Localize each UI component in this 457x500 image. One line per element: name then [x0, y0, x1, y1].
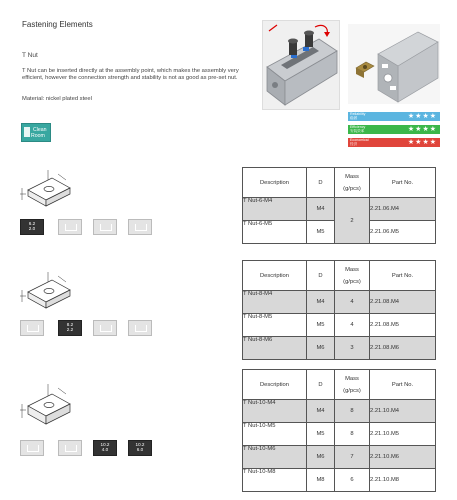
profile-icon: [58, 440, 82, 456]
profile-size-label: 10.2: [135, 442, 145, 447]
table-header-row: [243, 168, 436, 198]
material-note: Material: nickel plated steel: [22, 96, 92, 102]
profile-end-illustration: [348, 24, 440, 104]
spec-table-t-nut-10: [242, 369, 436, 492]
table-header-row: [243, 370, 436, 400]
profile-10-2-a: [93, 440, 117, 456]
table-row: T Nut-10-M6 M6 7 2.21.10.M6: [243, 446, 436, 469]
profile-icon: [20, 320, 44, 336]
rating-label-cn: 稳固: [350, 116, 358, 121]
rating-label-en: Economical: [350, 138, 369, 142]
col-header-d: D: [307, 370, 335, 400]
profile-icon: [128, 320, 152, 336]
col-header-part-no: Part No.: [370, 261, 436, 291]
profile-icon: [20, 440, 44, 456]
table-row: T Nut-8-M6 M6 3 2.21.08.M6: [243, 337, 436, 360]
rating-stars: ★★★★: [407, 113, 437, 120]
col-header-description: Description: [243, 168, 307, 198]
col-header-part-no: Part No.: [370, 370, 436, 400]
t-nut-8-drawing: [18, 268, 80, 314]
profile-size-label: 6.2: [28, 221, 36, 226]
col-header-part-no: Part No.: [370, 168, 436, 198]
spec-table-t-nut-6: [242, 167, 436, 244]
profile-10-2-b: [128, 440, 152, 456]
t-nut-6-drawing: [18, 166, 80, 212]
t-nut-10-drawing: [18, 380, 80, 430]
rating-label-en: Reliability: [350, 112, 366, 116]
col-header-mass: Mass (g/pcs): [335, 261, 370, 291]
profile-size-label: 10.2: [100, 442, 110, 447]
clean-room-line1: Clean: [33, 127, 47, 133]
rating-label-en: Efficiency: [350, 125, 366, 129]
assembly-photo: [262, 20, 340, 110]
table-row: T Nut-8-M5 M5 4 2.21.08.M5: [243, 314, 436, 337]
profile-icon: [58, 219, 82, 235]
profile-icon: [93, 219, 117, 235]
clean-room-icon: [24, 127, 30, 137]
clean-room-line2: Room: [31, 133, 45, 139]
profile-size-label: 4.0: [101, 447, 109, 452]
profile-size-label: 2.0: [28, 226, 36, 231]
rating-label-cn: 安装效率: [350, 129, 365, 134]
profile-size-label: 8.2: [66, 322, 74, 327]
profile-8-2: [58, 320, 82, 336]
rating-label-cn: 经济: [350, 142, 358, 147]
rating-stars: ★★★★: [407, 126, 437, 133]
col-header-description: Description: [243, 261, 307, 291]
table-header-row: [243, 261, 436, 291]
profile-6-2: [20, 219, 44, 235]
table-row: T Nut-10-M5 M5 8 2.21.10.M5: [243, 423, 436, 446]
profile-photo: [348, 24, 440, 104]
profile-icon: [93, 320, 117, 336]
spec-table-t-nut-8: [242, 260, 436, 360]
table-row: T Nut-6-M4 M4 2 2.21.06.M4: [243, 198, 436, 221]
table-row: T Nut-10-M8 M8 6 2.21.10.M8: [243, 469, 436, 492]
col-header-d: D: [307, 261, 335, 291]
product-description: T Nut can be inserted directly at the assembly point, which makes the assembly very efficient, however the connection strength and stability is not as good as pre-set nut.: [22, 68, 239, 82]
rating-efficiency: [348, 125, 440, 134]
rating-stars: ★★★★: [407, 139, 437, 146]
table-row: T Nut-6-M5 M5 2.21.06.M5: [243, 221, 436, 244]
col-header-mass: Mass (g/pcs): [335, 370, 370, 400]
table-row: T Nut-10-M4 M4 8 2.21.10.M4: [243, 400, 436, 423]
table-row: T Nut-8-M4 M4 4 2.21.08.M4: [243, 291, 436, 314]
profile-icon: [128, 219, 152, 235]
rating-economical: [348, 138, 440, 147]
profile-size-label: 2.2: [66, 327, 74, 332]
clean-room-badge: [21, 123, 51, 142]
profile-size-label: 6.0: [136, 447, 144, 452]
col-header-description: Description: [243, 370, 307, 400]
assembly-illustration: [263, 21, 339, 109]
col-header-mass: Mass (g/pcs): [335, 168, 370, 198]
page-title: Fastening Elements: [22, 20, 93, 29]
rating-reliability: [348, 112, 440, 121]
col-header-d: D: [307, 168, 335, 198]
product-name: T Nut: [22, 52, 38, 59]
